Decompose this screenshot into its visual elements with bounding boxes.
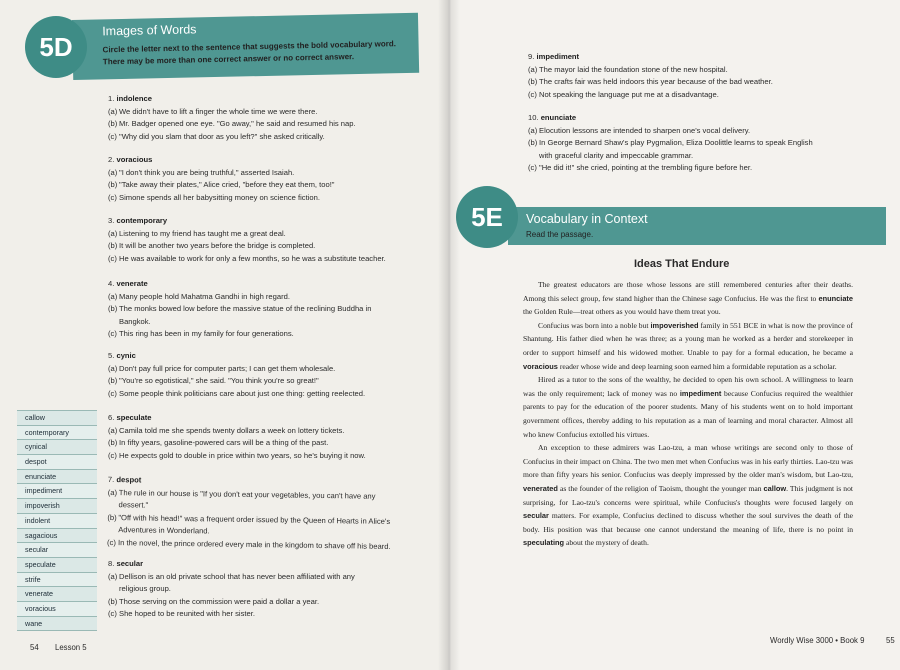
passage-vocab-word: secular bbox=[523, 511, 549, 521]
vocab-word: despot bbox=[116, 475, 142, 485]
answer-option[interactable] bbox=[108, 596, 355, 609]
word-list-item: voracious bbox=[17, 602, 97, 617]
answer-option[interactable] bbox=[108, 106, 356, 119]
option-text: "You're so egotistical," she said. "You think you're so great!" bbox=[119, 376, 319, 386]
answer-option[interactable] bbox=[108, 179, 335, 192]
passage-text-run: An exception to these admirers was Lao-tzu, a man whose writings are second only to those of Confucius in their impact on China. The two men met when Confucius was in his early thirties. Lao-tzu was more than fifty years his senior. Confucius was deeply impressed by the older man's wisdom, but Lao-tzu, bbox=[523, 443, 853, 480]
question-heading bbox=[108, 350, 365, 363]
instructions-line-1: Circle the letter next to the sentence that suggests the bold vocabulary word. bbox=[102, 39, 397, 55]
answer-option[interactable] bbox=[108, 131, 356, 144]
option-text: Elocution lessons are intended to sharpen one's vocal delivery. bbox=[539, 125, 751, 135]
word-list-item: enunciate bbox=[17, 470, 97, 485]
section-badge: 5E bbox=[456, 186, 518, 248]
passage-text-run: . This judgment is not surprising, for Lao-tzu's concerns were spiritual, while Confucius's thoughts were focused largely on bbox=[523, 483, 853, 507]
option-text: He expects gold to double in price within two years, so he's buying it now. bbox=[119, 450, 366, 460]
answer-option[interactable] bbox=[108, 228, 386, 241]
question-heading bbox=[108, 215, 386, 228]
answer-option[interactable] bbox=[108, 303, 371, 328]
book-title: Wordly Wise 3000 • Book 9 bbox=[770, 636, 865, 645]
option-letter: (c) bbox=[108, 388, 117, 398]
vocab-word: indolence bbox=[116, 94, 152, 103]
option-letter: (a) bbox=[528, 125, 538, 135]
option-letter: (c) bbox=[528, 89, 537, 99]
question-item bbox=[108, 278, 371, 341]
left-page bbox=[0, 0, 448, 670]
section-header-5e bbox=[508, 207, 886, 245]
passage-vocab-word: speculating bbox=[523, 538, 565, 548]
option-letter: (b) bbox=[108, 304, 118, 314]
passage-title: Ideas That Endure bbox=[634, 258, 730, 270]
option-letter: (a) bbox=[528, 64, 538, 74]
question-number: 7. bbox=[107, 474, 115, 485]
answer-option[interactable] bbox=[108, 388, 365, 401]
question-item bbox=[108, 154, 335, 204]
option-text: The rule in our house is "If you don't eat your vegetables, you can't have any bbox=[118, 487, 376, 501]
option-letter: (b) bbox=[108, 180, 118, 190]
section-subtitle: Read the passage. bbox=[526, 230, 594, 239]
answer-option[interactable] bbox=[108, 253, 386, 266]
answer-option[interactable] bbox=[108, 192, 335, 205]
option-letter: (b) bbox=[108, 241, 118, 251]
answer-option[interactable] bbox=[107, 512, 391, 541]
answer-option[interactable] bbox=[108, 450, 366, 463]
option-letter: (b) bbox=[108, 119, 118, 129]
answer-option[interactable] bbox=[107, 537, 391, 554]
passage-text-run: Confucius was born into a noble but bbox=[538, 320, 651, 330]
passage-text-run: because Confucius required the wealthier parents to pay for the education of the poorer students. Many of his students went on to hold important government offices, thereby adding to his reputation as a man of learning and moral character. Almost all who knew Confucius extolled his virtues. bbox=[523, 388, 853, 439]
answer-option[interactable] bbox=[108, 118, 356, 131]
question-number: 3. bbox=[108, 216, 115, 225]
passage-paragraph bbox=[523, 319, 853, 373]
answer-option[interactable] bbox=[528, 64, 773, 77]
option-text-continued: dessert." bbox=[118, 500, 149, 510]
question-heading bbox=[108, 154, 335, 167]
option-text: Some people think politicians care about just one thing: getting reelected. bbox=[119, 388, 366, 398]
option-text: Simone spends all her babysitting money on science fiction. bbox=[119, 192, 320, 202]
option-letter: (a) bbox=[108, 425, 118, 435]
word-list-item: cynical bbox=[17, 440, 97, 455]
word-list-item: impediment bbox=[17, 484, 97, 499]
question-number: 5. bbox=[108, 351, 115, 360]
section-header-5d bbox=[72, 13, 419, 80]
option-text: "Take away their plates," Alice cried, "before they eat them, too!" bbox=[119, 180, 335, 190]
vocab-word: enunciate bbox=[540, 113, 577, 122]
answer-option[interactable] bbox=[107, 487, 391, 516]
option-letter: (c) bbox=[108, 450, 117, 460]
option-text-continued: with graceful clarity and impeccable grammar. bbox=[539, 150, 694, 160]
passage-text-run: family in 551 BCE in what is now the province of Shantung. His father died when he was three; as a young man he worked as a herder and storekeeper in order to support himself and his widowed mother. Unable to pay for a formal education, he became a bbox=[523, 320, 853, 357]
question-number: 1. bbox=[108, 94, 115, 103]
question-item bbox=[108, 215, 386, 265]
question-number: 9. bbox=[528, 52, 535, 61]
question-number: 4. bbox=[108, 279, 115, 288]
question-item bbox=[107, 474, 392, 554]
question-number: 8. bbox=[108, 559, 115, 568]
option-letter: (c) bbox=[108, 253, 117, 263]
vocab-word: secular bbox=[116, 559, 144, 568]
option-letter: (a) bbox=[107, 487, 118, 497]
word-list-item: despot bbox=[17, 455, 97, 470]
option-text: In the novel, the prince ordered every male in the kingdom to shave off his beard. bbox=[117, 538, 391, 551]
option-letter: (a) bbox=[108, 571, 118, 581]
question-number: 2. bbox=[108, 155, 115, 164]
option-letter: (a) bbox=[108, 363, 118, 373]
option-letter: (a) bbox=[108, 167, 118, 177]
option-letter: (c) bbox=[528, 163, 537, 173]
question-heading bbox=[108, 278, 371, 291]
question-number: 6. bbox=[108, 413, 115, 422]
option-text: Camila told me she spends twenty dollars a week on lottery tickets. bbox=[119, 425, 345, 435]
passage-vocab-word: impediment bbox=[679, 388, 722, 398]
option-text: In fifty years, gasoline-powered cars will be a thing of the past. bbox=[119, 438, 329, 448]
vocab-word: contemporary bbox=[116, 216, 168, 225]
question-heading bbox=[108, 412, 366, 425]
answer-option[interactable] bbox=[528, 137, 813, 162]
option-text: "Why did you slam that door as you left?" she asked critically. bbox=[119, 131, 325, 141]
option-letter: (b) bbox=[107, 512, 117, 522]
section-badge: 5D bbox=[25, 16, 87, 78]
page-number: 54 bbox=[30, 643, 39, 652]
passage-text-run: Hired as a tutor to the sons of the wealthy, he decided to open his own school. A willingness to learn was the only requirement; lack of money was no bbox=[523, 375, 853, 398]
option-text: This ring has been in my family for four generations. bbox=[119, 329, 294, 339]
answer-option[interactable] bbox=[108, 328, 371, 341]
option-text: "I don't think you are being truthful," asserted Isaiah. bbox=[119, 167, 295, 177]
answer-option[interactable] bbox=[108, 437, 366, 450]
word-list-item: contemporary bbox=[17, 426, 97, 441]
word-list-item: secular bbox=[17, 543, 97, 558]
option-text: Don't pay full price for computer parts; I can get them wholesale. bbox=[119, 363, 336, 373]
instructions-line-2: There may be more than one correct answer or no correct answer. bbox=[102, 52, 355, 67]
option-text: The monks bowed low before the massive statue of the reclining Buddha in bbox=[119, 304, 372, 314]
passage-text-run: the Golden Rule—treat others as you would have them treat you. bbox=[523, 307, 721, 317]
option-text: The crafts fair was held indoors this year because of the bad weather. bbox=[539, 77, 773, 87]
option-letter: (c) bbox=[108, 609, 117, 619]
option-text: Those serving on the commission were paid a dollar a year. bbox=[119, 596, 320, 606]
lesson-label: Lesson 5 bbox=[55, 643, 87, 652]
passage-text-run: matters. For example, Confucius declined to discuss whether the soul survives the death of the body. His position was that because one cannot understand the meaning of life, there is no point in bbox=[523, 511, 853, 534]
question-item bbox=[108, 350, 365, 400]
question-heading bbox=[528, 51, 773, 64]
option-letter: (a) bbox=[108, 106, 118, 116]
answer-option[interactable] bbox=[108, 363, 365, 376]
question-item bbox=[108, 93, 356, 143]
word-list-item: speculate bbox=[17, 558, 97, 573]
option-letter: (b) bbox=[528, 138, 538, 148]
vocab-word: impediment bbox=[536, 52, 580, 61]
option-text: Many people hold Mahatma Gandhi in high regard. bbox=[119, 291, 290, 301]
option-text: Dellison is an old private school that has never been affiliated with any bbox=[119, 571, 355, 581]
option-letter: (c) bbox=[108, 192, 117, 202]
option-text: We didn't have to lift a finger the whole time we were there. bbox=[119, 106, 318, 116]
vocab-word: cynic bbox=[116, 351, 136, 360]
word-list-item: indolent bbox=[17, 514, 97, 529]
passage-text bbox=[523, 278, 853, 550]
option-text: In George Bernard Shaw's play Pygmalion, Eliza Doolittle learns to speak English bbox=[539, 138, 813, 148]
question-heading bbox=[528, 112, 813, 125]
option-text: It will be another two years before the bridge is completed. bbox=[119, 241, 316, 251]
option-letter: (a) bbox=[108, 291, 118, 301]
answer-option[interactable] bbox=[108, 375, 365, 388]
answer-option[interactable] bbox=[108, 571, 355, 596]
passage-paragraph bbox=[523, 278, 853, 319]
word-list-item: sagacious bbox=[17, 529, 97, 544]
option-text: Listening to my friend has taught me a great deal. bbox=[119, 228, 286, 238]
answer-option[interactable] bbox=[108, 240, 386, 253]
passage-vocab-word: enunciate bbox=[818, 293, 853, 303]
option-letter: (c) bbox=[106, 537, 116, 548]
answer-option[interactable] bbox=[528, 125, 813, 138]
answer-option[interactable] bbox=[108, 167, 335, 180]
answer-option[interactable] bbox=[528, 162, 813, 175]
question-item bbox=[108, 558, 355, 621]
option-letter: (b) bbox=[528, 77, 538, 87]
answer-option[interactable] bbox=[528, 89, 773, 102]
question-item bbox=[528, 51, 773, 101]
section-title: Vocabulary in Context bbox=[526, 212, 648, 226]
vocab-word: voracious bbox=[116, 155, 153, 164]
option-text: Not speaking the language put me at a disadvantage. bbox=[539, 89, 719, 99]
book-gutter bbox=[438, 0, 460, 670]
passage-text-run: as the founder of the religion of Taoism, thought the younger man bbox=[557, 483, 764, 493]
option-text-continued: Adventures in Wonderland. bbox=[118, 525, 210, 536]
passage-paragraph bbox=[523, 441, 853, 550]
passage-text-run: about the mystery of death. bbox=[564, 538, 649, 548]
passage-vocab-word: impoverished bbox=[650, 320, 699, 330]
passage-text-run: reader whose wide and deep learning soon earned him a formidable reputation as a scholar. bbox=[557, 361, 837, 371]
vocab-word: speculate bbox=[116, 413, 152, 422]
answer-option[interactable] bbox=[528, 76, 773, 89]
question-item bbox=[528, 112, 813, 175]
answer-option[interactable] bbox=[108, 291, 371, 304]
option-text: Mr. Badger opened one eye. "Go away," he said and resumed his nap. bbox=[119, 119, 356, 129]
passage-vocab-word: callow bbox=[763, 483, 787, 493]
answer-option[interactable] bbox=[108, 425, 366, 438]
question-item bbox=[108, 412, 366, 462]
option-text: "He did it!" she cried, pointing at the trembling figure before her. bbox=[539, 163, 753, 173]
option-text: He was available to work for only a few months, so he was a substitute teacher. bbox=[119, 253, 386, 263]
option-text-continued: religious group. bbox=[119, 584, 171, 594]
option-letter: (b) bbox=[108, 596, 118, 606]
answer-option[interactable] bbox=[108, 608, 355, 621]
option-letter: (c) bbox=[108, 329, 117, 339]
passage-vocab-word: venerated bbox=[523, 483, 558, 493]
question-heading bbox=[108, 93, 356, 106]
passage-text-run: The greatest educators are those whose lessons are still remembered centuries after their deaths. Among this select group, few stand higher than the Chinese sage Confucius. He was the first to bbox=[523, 280, 853, 303]
word-list bbox=[17, 410, 97, 631]
passage-vocab-word: voracious bbox=[523, 361, 558, 371]
option-letter: (c) bbox=[108, 131, 117, 141]
passage-paragraph bbox=[523, 373, 853, 441]
option-text: The mayor laid the foundation stone of the new hospital. bbox=[539, 64, 728, 74]
option-letter: (a) bbox=[108, 228, 118, 238]
word-list-item: wane bbox=[17, 617, 97, 632]
page-number: 55 bbox=[886, 636, 895, 645]
question-number: 10. bbox=[528, 113, 539, 122]
word-list-item: callow bbox=[17, 411, 97, 426]
option-letter: (b) bbox=[108, 376, 118, 386]
word-list-item: strife bbox=[17, 573, 97, 588]
word-list-item: venerate bbox=[17, 587, 97, 602]
question-heading bbox=[108, 558, 355, 571]
option-text: "Off with his head!" was a frequent order issued by the Queen of Hearts in Alice's bbox=[118, 512, 391, 526]
option-letter: (b) bbox=[108, 438, 118, 448]
vocab-word: venerate bbox=[116, 279, 148, 288]
option-text-continued: Bangkok. bbox=[119, 316, 151, 326]
option-text: She hoped to be reunited with her sister. bbox=[119, 609, 255, 619]
right-page bbox=[448, 0, 900, 670]
section-title: Images of Words bbox=[102, 22, 197, 39]
word-list-item: impoverish bbox=[17, 499, 97, 514]
